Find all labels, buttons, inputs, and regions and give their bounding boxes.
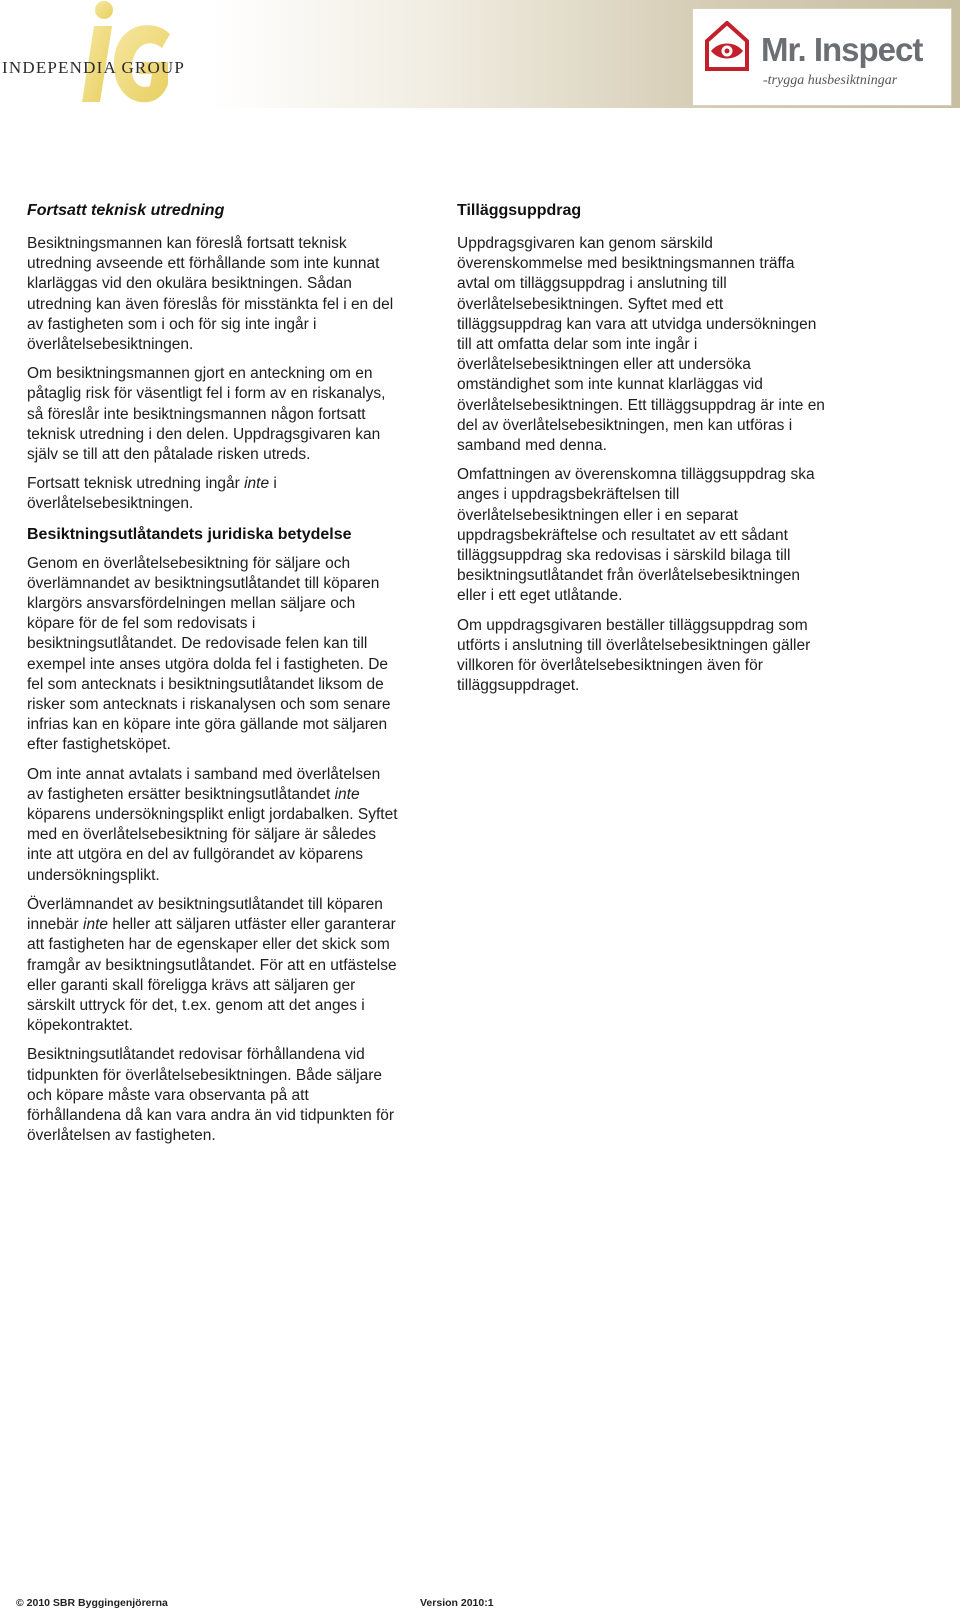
mr-inspect-logo bbox=[692, 8, 952, 106]
heading-fortsatt-teknisk-utredning: Fortsatt teknisk utredning bbox=[27, 202, 225, 219]
ig-logo-icon bbox=[52, 0, 172, 108]
paragraph: Om inte annat avtalats i samband med överlåtelsen av fastigheten ersätter besiktningsutlåtandet inte köparens undersökningsplikt enligt jordabalken. Syftet med en överlåtelsebesiktning för säljare är således inte att utgöra en del av fullgörandet av köparens undersökningsplikt. bbox=[27, 765, 398, 884]
paragraph: Besiktningsmannen kan föreslå fortsatt teknisk utredning avseende ett förhållande som inte kunnat klarläggas vid den okulära besiktningen. Sådan utredning kan även föreslås för misstänkta fel i en del av fastigheten som i och för sig inte ingår i överlåtelsebesiktningen. bbox=[27, 235, 394, 354]
footer-version: Version 2010:1 bbox=[420, 1597, 494, 1609]
paragraph: Genom en överlåtelsebesiktning för säljare och överlämnandet av besiktningsutlåtandet till köparen klargörs ansvarsfördelningen mellan säljare och köpare för de fel som redovisats i besiktningsutlåtandet. De redovisade felen kan till exempel inte anses utgöra dolda fel i fastigheten. De fel som antecknats i besiktningsutlåtandet liksom de risker som antecknats i riskanalysen och som senare infrias kan en köpare inte göra gällande mot säljaren efter fastighetsköpet. bbox=[27, 554, 391, 754]
heading-juridiska-betydelse: Besiktningsutlåtandets juridiska betydelse bbox=[27, 525, 352, 543]
paragraph: Fortsatt teknisk utredning ingår inte i överlåtelsebesiktningen. bbox=[27, 475, 277, 513]
paragraph: Uppdragsgivaren kan genom särskild överenskommelse med besiktningsmannen träffa avtal om tilläggsuppdrag i anslutning till överlåtelsebesiktningen. Syftet med ett tilläggsuppdrag kan vara att utvidga undersökningen till att omfatta delar som inte ingår i överlåtelsebesiktningen eller att undersöka omständighet som inte kunnat klarläggas vid överlåtelsebesiktningen. Ett tilläggsuppdrag är inte en del av överlåtelsebesiktningen, men kan utföras i samband med denna. bbox=[457, 235, 825, 455]
mr-inspect-tagline: -trygga husbesiktningar bbox=[763, 73, 898, 88]
right-column bbox=[457, 200, 829, 705]
page-header bbox=[0, 0, 960, 108]
paragraph: Omfattningen av överenskomna tilläggsuppdrag ska anges i uppdragsbekräftelsen till överlåtelsebesiktningen eller i en separat uppdragsbekräftelse och resultatet av ett sådant tilläggsuppdrag ska redovisas i särskild bilaga till besiktningsutlåtandet från överlåtelsebesiktningen eller i ett eget utlåtande. bbox=[457, 466, 815, 605]
house-eye-icon bbox=[705, 21, 749, 71]
paragraph: Om besiktningsmannen gjort en anteckning om en påtaglig risk för väsentligt fel i form av en riskanalys, så föreslår inte besiktningsmannen någon fortsatt teknisk utredning i den delen. Uppdragsgivaren kan själv se till att den påtalade risken utreds. bbox=[27, 365, 386, 464]
paragraph: Besiktningsutlåtandet redovisar förhållandena vid tidpunkten för överlåtelsebesiktningen. Både säljare och köpare måste vara observanta på att förhållandena då kan vara andra än vid tidpunkten för överlåtelsen av fastigheten. bbox=[27, 1046, 395, 1145]
mr-inspect-name: Mr. Inspect bbox=[761, 31, 923, 68]
heading-tillaggsuppdrag: Tilläggsuppdrag bbox=[457, 202, 582, 219]
footer-copyright: © 2010 SBR Byggingenjörerna bbox=[16, 1597, 168, 1609]
company-name: INDEPENDIA GROUP bbox=[2, 58, 186, 77]
left-column bbox=[27, 200, 399, 1155]
paragraph: Om uppdragsgivaren beställer tilläggsuppdrag som utförts i anslutning till överlåtelsebesiktningen gäller villkoren för överlåtelsebesiktningen även för tilläggsuppdraget. bbox=[457, 616, 811, 695]
paragraph: Överlämnandet av besiktningsutlåtandet till köparen innebär inte heller att säljaren utfäster eller garanterar att fastigheten har de egenskaper eller det skick som framgår av besiktningsutlåtandet. För att en utfästelse eller garanti skall föreligga krävs att säljaren ger särskilt uttryck för det, t.ex. genom att det anges i köpekontraktet. bbox=[27, 895, 397, 1035]
